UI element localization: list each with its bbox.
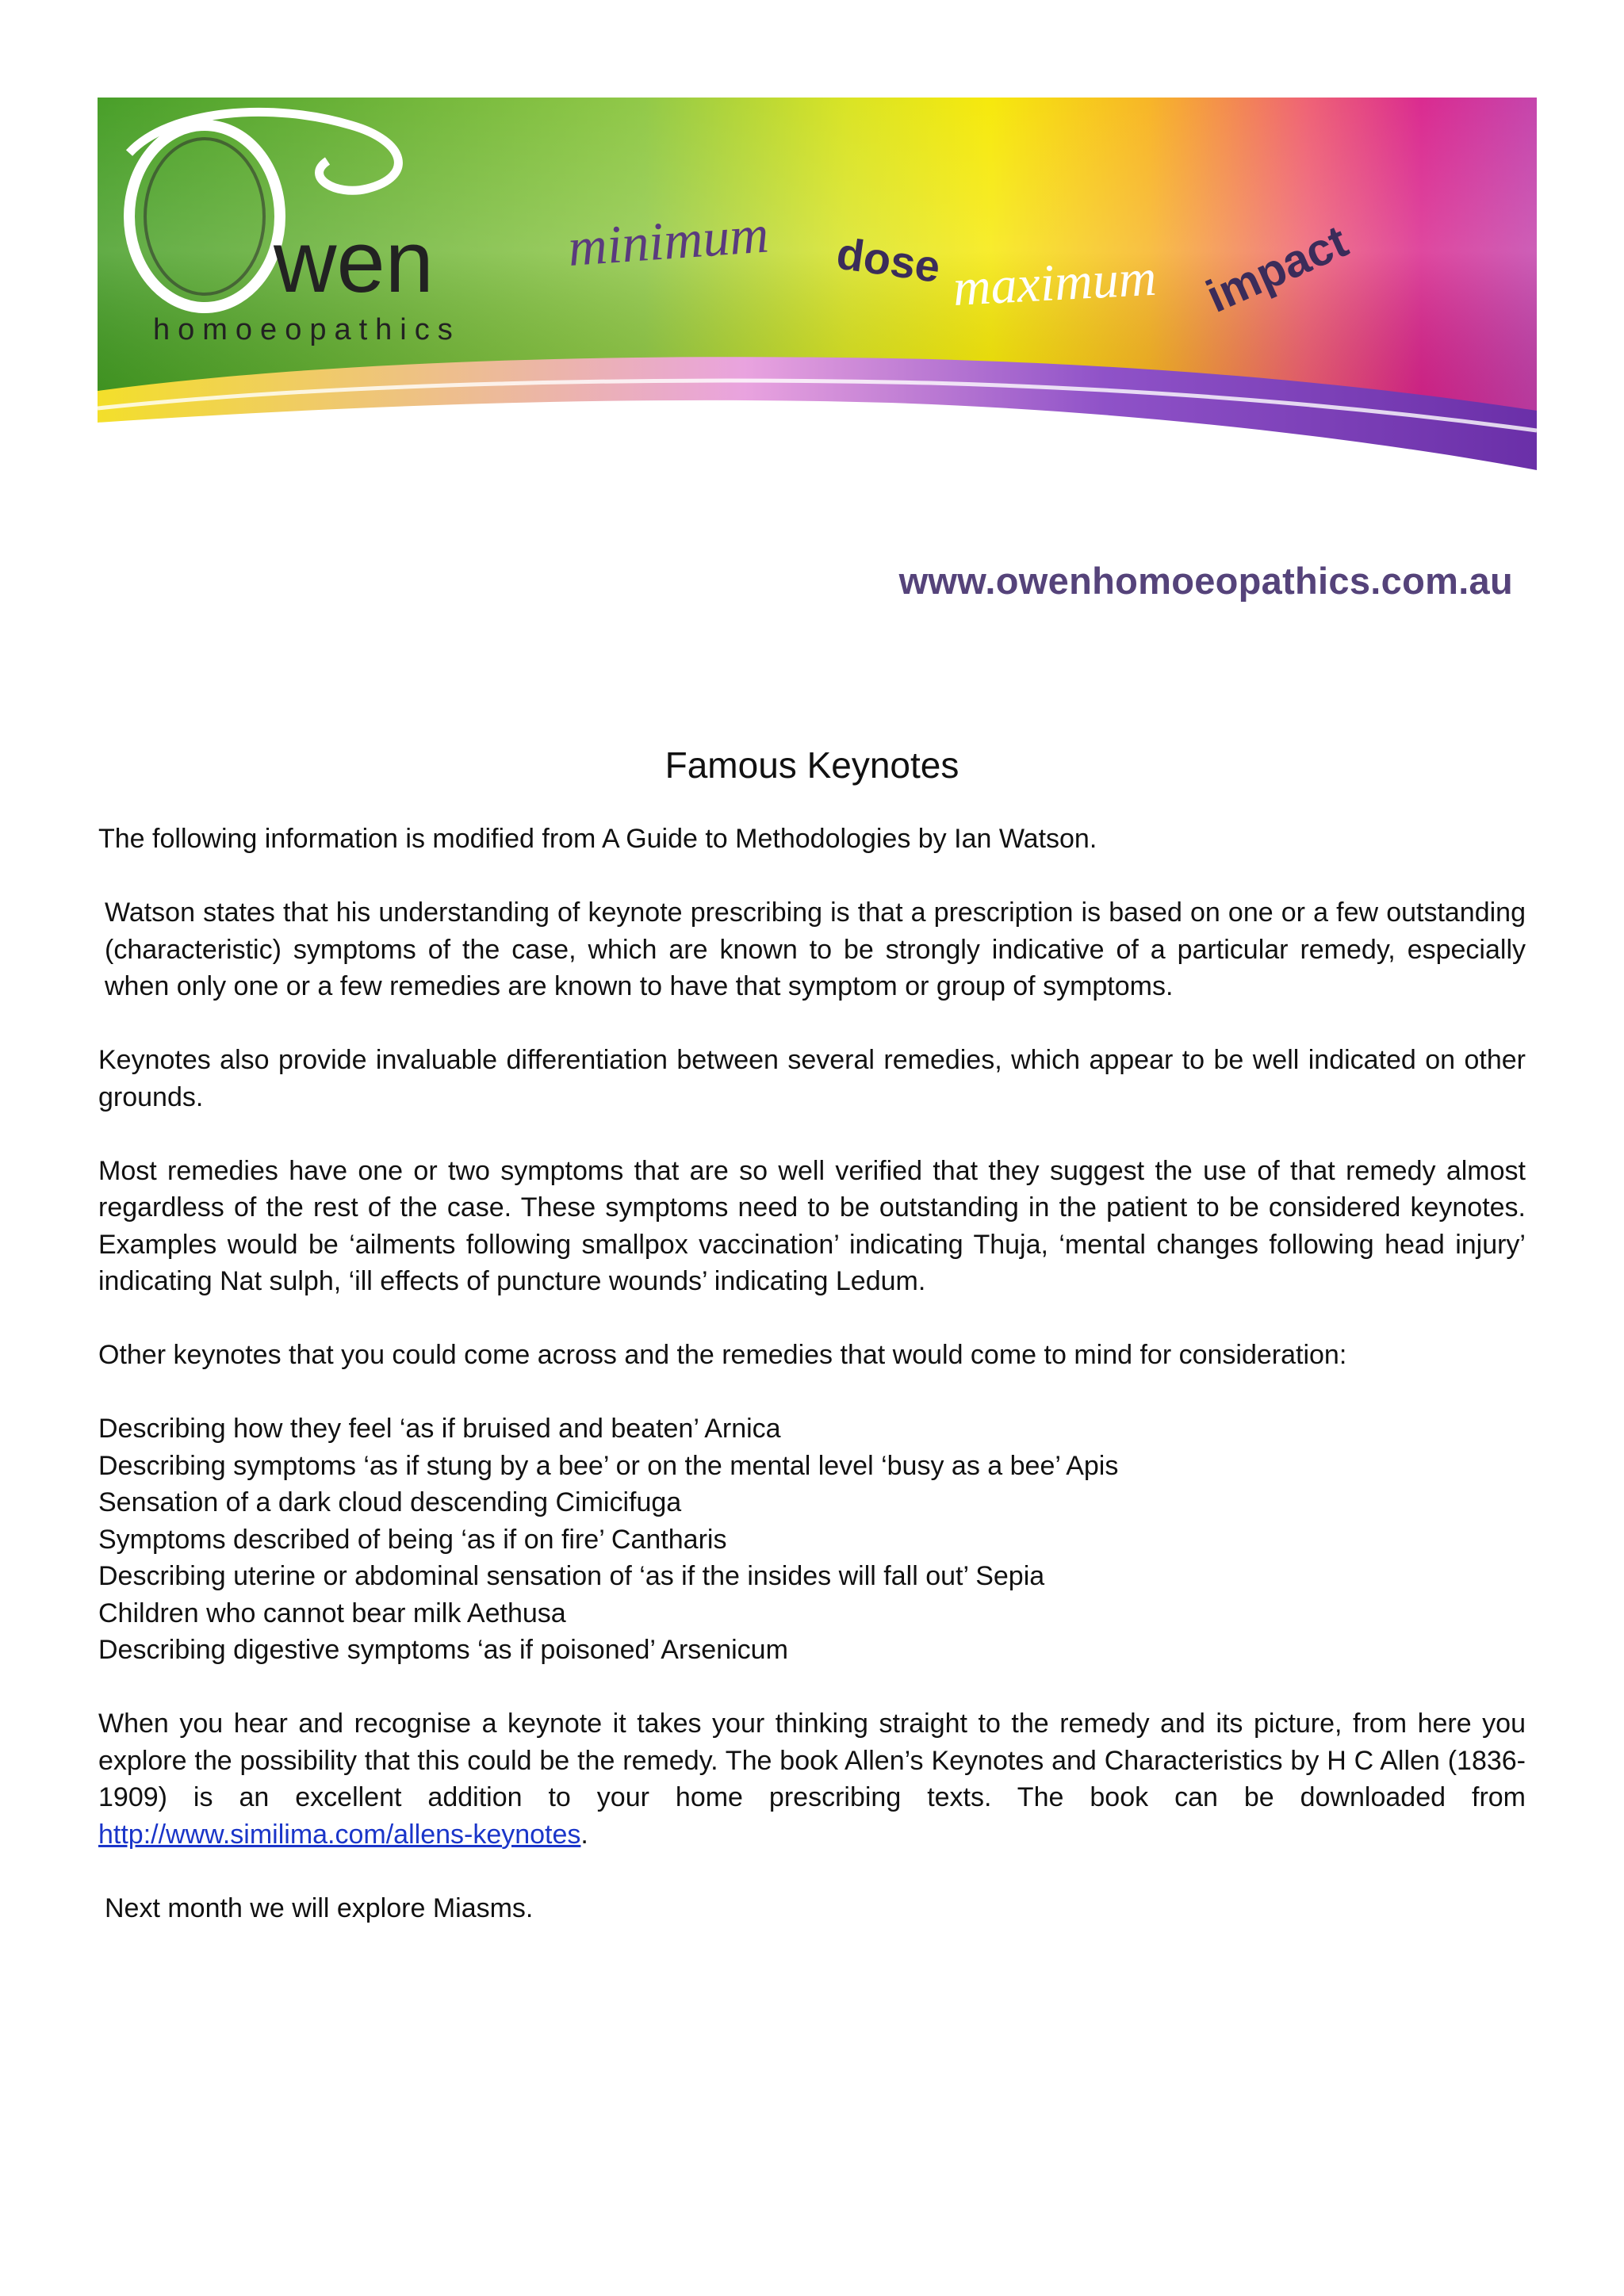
link-suffix: . xyxy=(580,1819,588,1850)
examples-paragraph: Most remedies have one or two symptoms that are so well verified that they suggest the use of that remedy almost regardless of the rest of the case. These symptoms need to be outstanding in the patient to be considered keynotes. Examples would be ‘ailments following smallpox vaccination’ indicating Thuja, ‘mental changes following head injury’ indicating Nat sulph, ‘ill effects of puncture wounds’ indicating Ledum. xyxy=(98,1155,1526,1296)
list-item: Describing symptoms ‘as if stung by a bee’ or on the mental level ‘busy as a bee’ Apis xyxy=(98,1450,1119,1481)
page-title: Famous Keynotes xyxy=(665,744,959,786)
list-item: Symptoms described of being ‘as if on fire’ Cantharis xyxy=(98,1524,727,1555)
tagline-word-dose: dose xyxy=(833,228,944,293)
closing-paragraph: Next month we will explore Miasms. xyxy=(105,1892,534,1923)
tagline-word-minimum: minimum xyxy=(565,203,771,277)
list-item: Sensation of a dark cloud descending Cimicifuga xyxy=(98,1487,682,1517)
allens-keynotes-link[interactable]: http://www.similima.com/allens-keynotes xyxy=(98,1819,581,1850)
tagline-word-impact: impact xyxy=(1198,215,1356,323)
list-item: Describing how they feel ‘as if bruised and beaten’ Arnica xyxy=(98,1414,781,1444)
logo-subtitle: homoeopathics xyxy=(153,313,461,346)
keynote-list xyxy=(98,1410,1526,1669)
allen-text: When you hear and recognise a keynote it takes your thinking straight to the remedy and its picture, from here you explore the possibility that this could be the remedy. The book Allen’s Keynotes and Characteristics by H C Allen (1836-1909) is an excellent addition to your home prescribing texts. The book can be downloaded from xyxy=(98,1709,1526,1812)
watson-paragraph: Watson states that his understanding of keynote prescribing is that a prescription is based on one or a few outstanding (characteristic) symptoms of the case, which are known to be strongly indicative of a particular remedy, especially when only one or a few remedies are known to have that symptom or group of symptoms. xyxy=(105,897,1526,1001)
list-item: Describing uterine or abdominal sensation of ‘as if the insides will fall out’ Sepia xyxy=(98,1561,1045,1591)
tagline-word-maximum: maximum xyxy=(951,248,1159,317)
header-banner xyxy=(98,98,1537,472)
list-item: Children who cannot bear milk Aethusa xyxy=(98,1598,566,1628)
list-item: Describing digestive symptoms ‘as if poisoned’ Arsenicum xyxy=(98,1635,788,1665)
differentiation-paragraph: Keynotes also provide invaluable differentiation between several remedies, which appear to be well indicated on other grounds. xyxy=(98,1045,1526,1112)
document-body xyxy=(98,741,1526,1964)
allen-paragraph xyxy=(98,1705,1526,1853)
other-keynotes-paragraph: Other keynotes that you could come across and the remedies that would come to mind for consideration: xyxy=(98,1340,1347,1370)
intro-paragraph: The following information is modified from A Guide to Methodologies by Ian Watson. xyxy=(98,824,1097,854)
website-url: www.owenhomoeopathics.com.au xyxy=(898,560,1513,602)
logo-name: wen xyxy=(274,213,434,311)
banner-graphic xyxy=(98,98,1537,472)
